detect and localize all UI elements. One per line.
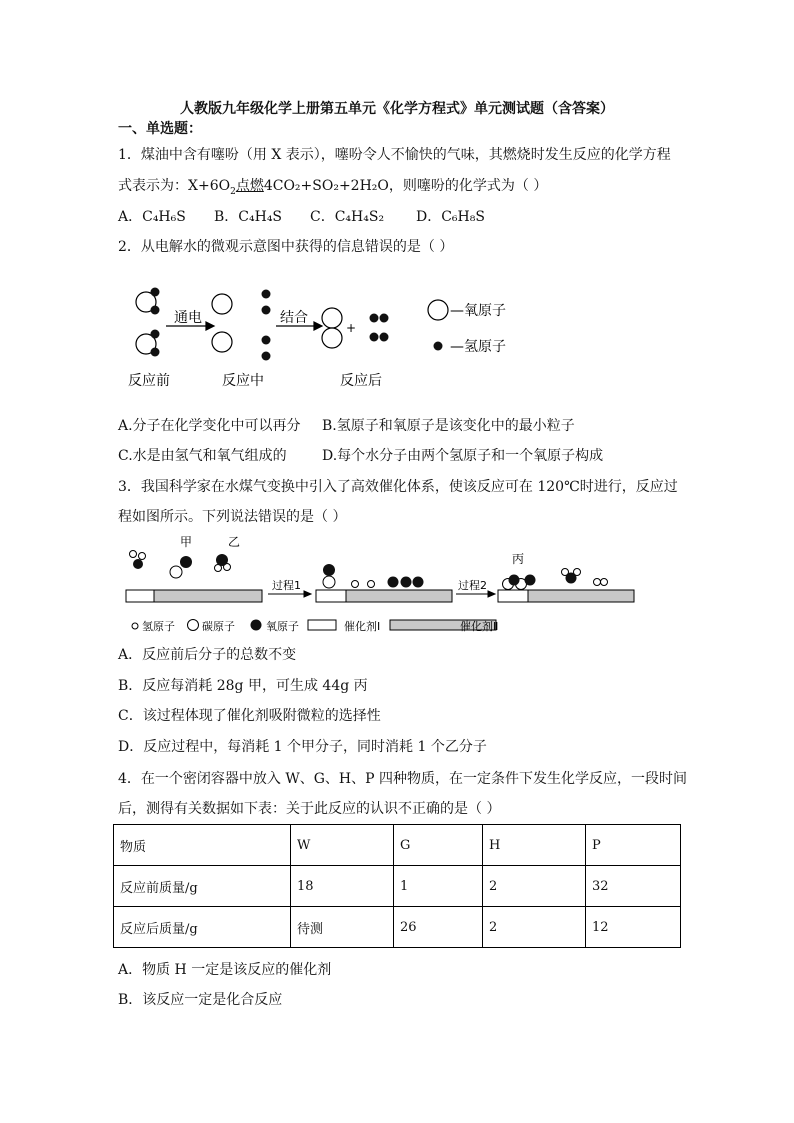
caption-during-reaction: 反应中 (222, 373, 264, 389)
hydrogen-atom (151, 348, 160, 357)
q3-stem-line2: 程如图所示。下列说法错误的是（ ） (118, 509, 347, 525)
legend-hydrogen: 氢原子 (142, 620, 175, 633)
table-row (114, 866, 681, 907)
caption-after-reaction: 反应后 (340, 373, 382, 389)
legend-hydrogen-atom (434, 342, 443, 351)
legend-oxygen-atom (428, 300, 448, 320)
q3-option-a[interactable]: A．反应前后分子的总数不变 (118, 647, 297, 663)
label-bing: 丙 (512, 552, 525, 566)
q4-stem-line2: 后，测得有关数据如下表：关于此反应的认识不正确的是（ ） (118, 801, 501, 817)
q1-option-a[interactable]: A．C₄H₆S (118, 209, 186, 225)
process2-label: 过程2 (458, 579, 487, 592)
q2-electrolysis-figure (118, 282, 538, 392)
table-row (114, 907, 681, 948)
hydrogen-atom (151, 306, 160, 315)
q1-option-c[interactable]: C．C₄H₄S₂ (310, 209, 385, 225)
q1-equation-right: 4CO₂+SO₂+2H₂O，则噻吩的化学式为（ ） (263, 178, 548, 194)
q1-o2-subscript: 2 (230, 186, 236, 197)
label-yi: 乙 (228, 535, 241, 549)
table-cell: 反应后质量/g (114, 907, 291, 948)
hydrogen-atom (262, 336, 271, 345)
table-header-cell: P (586, 825, 681, 866)
plus-sign: + (346, 321, 357, 335)
oxygen-atom (212, 332, 232, 352)
table-header-row (114, 825, 681, 866)
table-cell: 反应前质量/g (114, 866, 291, 907)
section-heading: 一、单选题： (118, 121, 202, 137)
hydrogen-atom (262, 352, 271, 361)
hydrogen-atom (380, 333, 389, 342)
table-header-cell: W (291, 825, 394, 866)
oxygen-atom (322, 328, 342, 348)
hydrogen-atom (380, 314, 389, 323)
hydrogen-atom (151, 288, 160, 297)
legend-catalyst-2: 催化剂Ⅱ (460, 620, 499, 633)
document-title: 人教版九年级化学上册第五单元《化学方程式》单元测试题（含答案） (180, 101, 614, 117)
q4-stem-line1: 4．在一个密闭容器中放入 W、G、H、P 四种物质，在一定条件下发生化学反应，一段时间 (118, 771, 688, 787)
q2-stem: 2．从电解水的微观示意图中获得的信息错误的是（ ） (118, 239, 454, 255)
legend-catalyst-1: 催化剂Ⅰ (344, 620, 381, 633)
q2-option-c[interactable]: C.水是由氢气和氧气组成的 (118, 448, 287, 464)
table-cell: 1 (394, 866, 483, 907)
q2-option-b[interactable]: B.氢原子和氧原子是该变化中的最小粒子 (322, 418, 575, 434)
q3-option-c[interactable]: C．该过程体现了催化剂吸附微粒的选择性 (118, 708, 381, 724)
process1-label: 过程1 (272, 579, 301, 592)
q1-stem-line1: 1．煤油中含有噻吩（用 X 表示），噻吩令人不愉快的气味，其燃烧时发生反应的化学方程 (118, 147, 671, 163)
q1-options (118, 208, 485, 226)
table-cell: 12 (586, 907, 681, 948)
electrolysis-arrow-label: 通电 (174, 310, 202, 326)
q1-stem-line2 (118, 177, 547, 201)
legend-hydrogen-label: —氢原子 (450, 339, 506, 355)
q2-option-d[interactable]: D.每个水分子由两个氢原子和一个氧原子构成 (322, 448, 604, 464)
hydrogen-atom (151, 330, 160, 339)
table-header-cell: 物质 (114, 825, 291, 866)
q3-catalysis-figure (118, 532, 638, 640)
q4-option-a[interactable]: A．物质 H 一定是该反应的催化剂 (118, 962, 332, 978)
q4-mass-table (113, 824, 681, 948)
q1-option-b[interactable]: B．C₄H₄S (214, 209, 283, 225)
hydrogen-atom (370, 314, 379, 323)
table-header-cell: H (483, 825, 586, 866)
hydrogen-atom (262, 290, 271, 299)
q4-option-b[interactable]: B．该反应一定是化合反应 (118, 992, 283, 1008)
legend-oxygen: 氧原子 (266, 620, 299, 633)
legend-oxygen-label: —氧原子 (450, 303, 506, 319)
oxygen-atom (322, 308, 342, 328)
hydrogen-atom (370, 333, 379, 342)
q3-option-b[interactable]: B．反应每消耗 28g 甲，可生成 44g 丙 (118, 678, 368, 694)
table-cell: 32 (586, 866, 681, 907)
oxygen-atom-dark (133, 559, 143, 569)
combine-arrow-label: 结合 (280, 310, 308, 326)
table-cell: 待测 (291, 907, 394, 948)
oxygen-atom (212, 294, 232, 314)
q1-equation-left: 式表示为：X+6O (118, 178, 231, 194)
q2-option-a[interactable]: A.分子在化学变化中可以再分 (118, 418, 301, 434)
label-jia: 甲 (180, 535, 193, 549)
table-cell: 26 (394, 907, 483, 948)
table-cell: 18 (291, 866, 394, 907)
table-cell: 2 (483, 866, 586, 907)
table-header-cell: G (394, 825, 483, 866)
table-cell: 2 (483, 907, 586, 948)
q1-option-d[interactable]: D．C₆H₈S (416, 209, 485, 225)
caption-before-reaction: 反应前 (128, 373, 170, 389)
hydrogen-atom (262, 306, 271, 315)
q3-option-d[interactable]: D．反应过程中，每消耗 1 个甲分子，同时消耗 1 个乙分子 (118, 739, 487, 755)
q1-condition: 点燃 (235, 178, 264, 194)
legend-carbon: 碳原子 (202, 620, 235, 633)
q3-stem-line1: 3．我国科学家在水煤气变换中引入了高效催化体系，使该反应可在 120℃时进行，反应过 (118, 479, 678, 495)
